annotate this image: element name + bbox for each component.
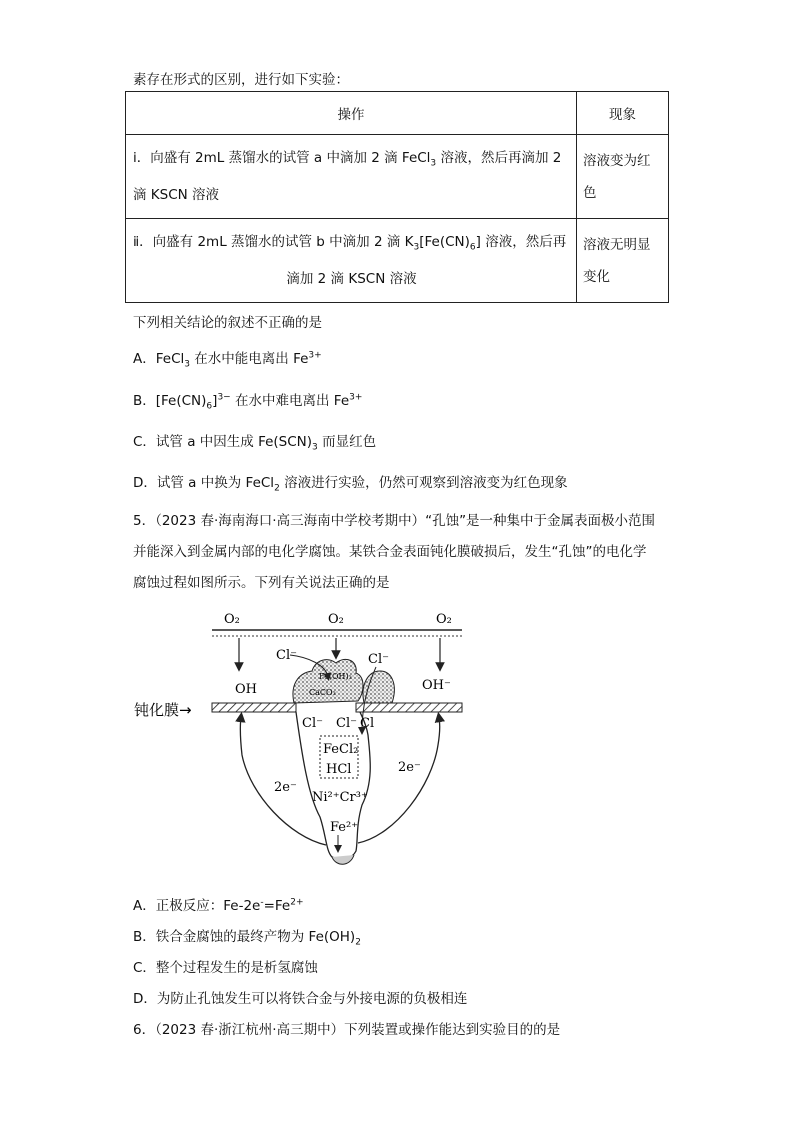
op-sub: 3 (430, 158, 437, 169)
table-header-row (126, 92, 669, 135)
q6-line1: 6．（2023 春·浙江杭州·高三期中）下列装置或操作能达到实验目的的是 (133, 1022, 561, 1038)
o2-label-right: O₂ (436, 612, 452, 627)
op-sub: 6 (469, 242, 476, 253)
table-row (126, 219, 669, 303)
cl-label-top-right: Cl⁻ (368, 652, 389, 667)
op-text: 滴加 2 滴 KSCN 溶液 (286, 271, 417, 288)
experiment-table (125, 91, 669, 303)
caco3-label: CaCO₃ (309, 688, 336, 697)
ph-text: 溶液变为红 (583, 152, 651, 169)
op-text: ⅰ．向盛有 2mL 蒸馏水的试管 a 中滴加 2 滴 FeCl (133, 149, 431, 166)
q5-option-c: C．整个过程发生的是析氢腐蚀 (133, 960, 318, 976)
corrosion-pit (296, 712, 370, 859)
q5-option-a: A．正极反应：$Fe-2e^-=Fe^{2+}$ (133, 897, 304, 914)
op-text: 滴 KSCN 溶液 (133, 187, 220, 204)
pitting-corrosion-figure (130, 605, 470, 875)
o2-label-left: O₂ (224, 612, 240, 627)
electron-label-left: 2e⁻ (274, 780, 297, 795)
q5-line3: 腐蚀过程如图所示。下列有关说法正确的是 (133, 575, 390, 591)
op-text: [Fe(CN) (419, 233, 470, 250)
ph-text: 溶液无明显 (583, 236, 651, 253)
cl-label-low-2: Cl⁻ (336, 716, 357, 731)
operation-cell (126, 135, 577, 219)
table-row (126, 135, 669, 219)
ions-label: Ni²⁺Cr³⁺ (312, 790, 368, 805)
q5-option-b: B．铁合金腐蚀的最终产物为 $Fe(OH)_2$ (133, 929, 361, 948)
q4-stem: 下列相关结论的叙述不正确的是 (133, 315, 322, 331)
feoh3-label: Fe(OH)₃ (319, 672, 352, 681)
fe2-label: Fe²⁺ (330, 820, 359, 835)
passivation-film-left (212, 703, 296, 712)
operation-cell (126, 219, 577, 303)
phenomenon-cell (577, 135, 669, 219)
film-label: 钝化膜→ (134, 701, 192, 719)
intro-text: 素存在形式的区别，进行如下实验： (133, 72, 349, 88)
q4-option-a: A．FeCl$_3$ 在水中能电离出 $Fe^{3+}$ (133, 350, 322, 370)
electron-path-right (358, 717, 440, 843)
pit-bottom (332, 855, 354, 864)
header-operation: 操作 (126, 92, 577, 135)
oh-label-right: OH⁻ (422, 678, 451, 693)
op-sub: 3 (413, 242, 420, 253)
q4-option-b: B．$[Fe(CN)_6]^{3-}$ 在水中难电离出 $Fe^{3+}$ (133, 392, 363, 412)
electron-label-right: 2e⁻ (398, 760, 421, 775)
box-hcl: HCl (326, 762, 352, 777)
cl-label-low-1: Cl⁻ (302, 716, 323, 731)
q5-line1: 5．（2023 春·海南海口·高三海南中学校考期中）“孔蚀”是一种集中于金属表面极小范围 (133, 513, 656, 529)
q5-option-d: D．为防止孔蚀发生可以将铁合金与外接电源的负极相连 (133, 991, 468, 1007)
cl-label-top-left: Cl⁻ (276, 648, 297, 663)
op-text: ] 溶液，然后再 (475, 233, 567, 250)
box-fecl2: FeCl₂ (323, 742, 359, 757)
ph-text: 色 (583, 184, 597, 201)
q4-option-d: D．试管 a 中换为 FeCl$_2$ 溶液进行实验，仍然可观察到溶液变为红色现象 (133, 475, 568, 494)
oh-label-left: OH (235, 682, 257, 697)
o2-label-mid: O₂ (328, 612, 344, 627)
op-text: 溶液，然后再滴加 2 (436, 149, 562, 166)
q4-option-c: C．试管 a 中因生成 $Fe(SCN)_3$ 而显红色 (133, 434, 377, 453)
header-phenomenon: 现象 (577, 92, 669, 135)
op-text: ⅱ．向盛有 2mL 蒸馏水的试管 b 中滴加 2 滴 K (133, 233, 414, 250)
cl-label-low-3: Cl (360, 716, 375, 731)
q5-line2: 并能深入到金属内部的电化学腐蚀。某铁合金表面钝化膜破损后，发生“孔蚀”的电化学 (133, 544, 647, 560)
product-right-blob (363, 671, 394, 703)
ph-text: 变化 (583, 268, 610, 285)
passivation-film-right (356, 703, 462, 712)
phenomenon-cell (577, 219, 669, 303)
